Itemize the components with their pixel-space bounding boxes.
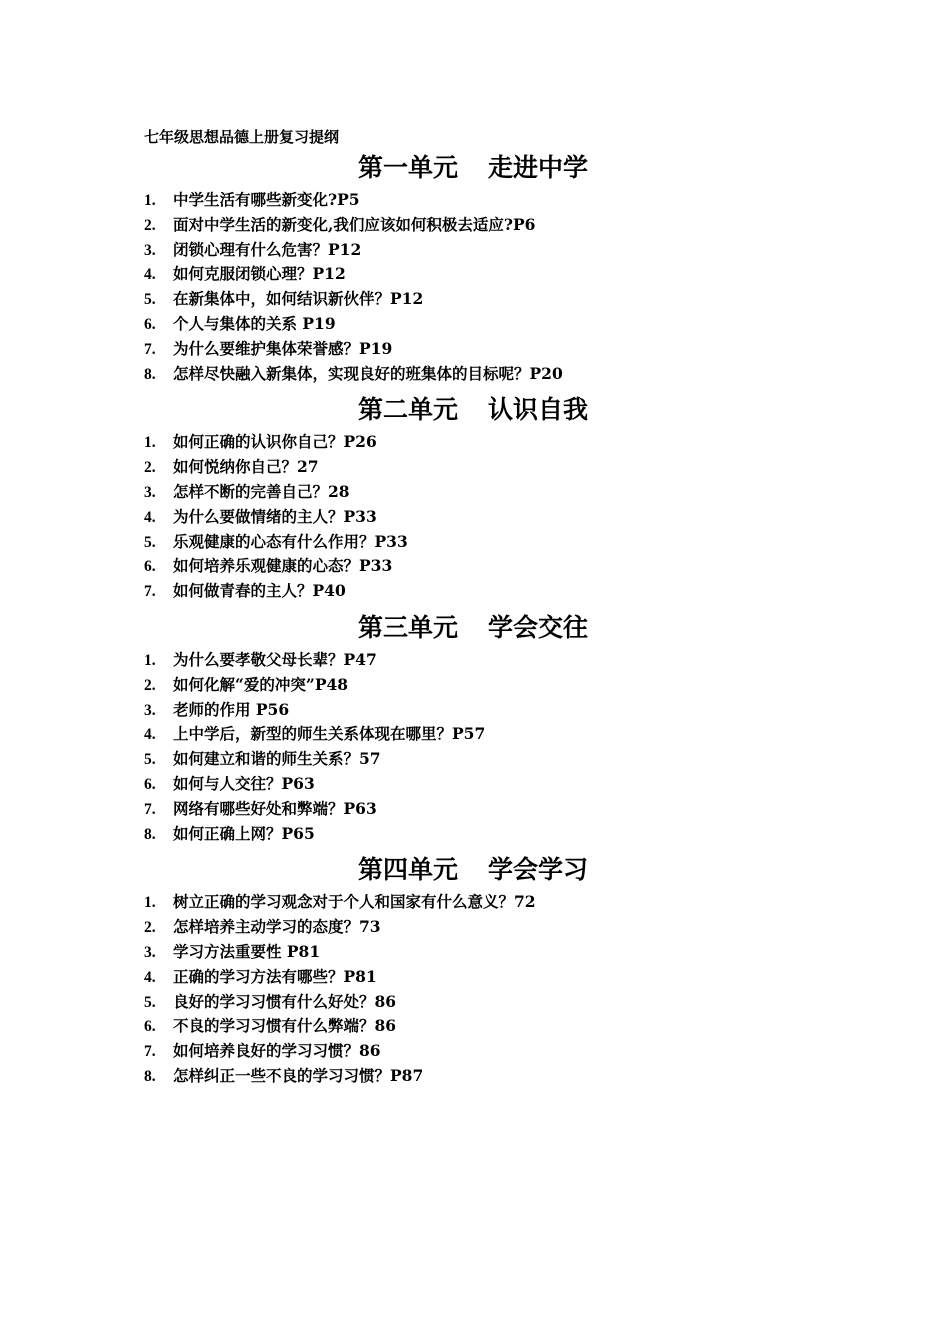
unit-name: 走进中学 [488,153,589,182]
question-text: 怎样尽快融入新集体，实现良好的班集体的目标呢？P20 [173,363,563,383]
question-number: 6. [144,315,156,333]
unit-name: 学会交往 [488,612,589,642]
question-list [144,430,804,604]
question-number: 3. [144,483,156,501]
question-number: 6. [144,775,156,793]
question-text: 怎样培养主动学习的态度？73 [173,917,381,937]
question-number: 5. [144,751,156,769]
question-number: 3. [144,943,156,961]
question-text: 良好的学习习惯有什么好处？86 [173,991,397,1011]
unit-heading [144,392,804,430]
question-number: 4. [144,726,156,744]
question-number: 5. [144,291,156,309]
question-text: 如何培养乐观健康的心态？P33 [173,556,393,576]
list-item [144,698,804,723]
document-page [144,126,804,1095]
question-text: 中学生活有哪些新变化?P5 [173,190,360,209]
question-number: 6. [144,1018,156,1036]
question-number: 4. [144,968,156,986]
list-item [144,648,804,673]
unit-name: 学会学习 [488,855,589,885]
list-item [144,915,804,940]
list-item [144,530,804,555]
question-text: 学习方法重要性 P81 [173,941,321,961]
question-number: 6. [144,558,156,576]
question-number: 4. [144,508,156,526]
question-number: 1. [144,651,156,669]
question-number: 3. [144,701,156,719]
list-item [144,312,804,337]
list-item [144,940,804,965]
question-text: 如何做青春的主人？P40 [173,581,346,601]
question-text: 乐观健康的心态有什么作用？P33 [173,531,408,551]
list-item [144,772,804,797]
question-text: 老师的作用 P56 [173,699,290,719]
unit-number: 第一单元 [358,153,459,182]
list-item [144,990,804,1015]
list-item [144,1014,804,1039]
list-item [144,1039,804,1064]
question-number: 2. [144,459,156,477]
question-number: 8. [144,825,156,843]
list-item [144,505,804,530]
question-text: 怎样不断的完善自己？28 [173,481,350,501]
list-item [144,213,804,238]
list-item [144,579,804,604]
question-number: 8. [144,1067,156,1085]
question-text: 树立正确的学习观念对于个人和国家有什么意义？72 [173,892,536,912]
unit-name: 认识自我 [488,395,589,425]
question-text: 如何培养良好的学习习惯？86 [173,1041,381,1061]
list-item [144,554,804,579]
list-item [144,430,804,455]
question-text: 不良的学习习惯有什么弊端？86 [173,1016,397,1036]
list-item [144,747,804,772]
question-list [144,890,804,1088]
question-text: 为什么要孝敬父母长辈？P47 [173,649,377,669]
question-number: 3. [144,241,156,259]
list-item [144,362,804,387]
question-text: 个人与集体的关系 P19 [173,313,336,333]
question-text: 网络有哪些好处和弊端？P63 [173,798,377,818]
question-text: 如何建立和谐的师生关系？57 [173,749,381,769]
unit-heading [144,150,804,188]
question-number: 4. [144,266,156,284]
list-item [144,890,804,915]
question-number: 2. [144,676,156,694]
list-item [144,1064,804,1089]
list-item [144,673,804,698]
list-item [144,722,804,747]
question-list [144,648,804,846]
question-text: 正确的学习方法有哪些？P81 [173,966,377,986]
question-text: 如何克服闭锁心理？P12 [173,264,346,284]
unit-number: 第三单元 [358,612,459,642]
document-title: 七年级思想品德上册复习提纲 [144,128,340,146]
question-number: 2. [144,216,156,234]
question-number: 8. [144,365,156,383]
question-text: 如何与人交往？P63 [173,773,315,793]
list-item [144,262,804,287]
question-number: 1. [144,434,156,452]
question-number: 7. [144,1043,156,1061]
list-item [144,188,804,213]
unit-heading [144,852,804,890]
list-item [144,337,804,362]
question-text: 在新集体中，如何结识新伙伴？P12 [173,289,424,309]
question-number: 7. [144,340,156,358]
question-text: 为什么要维护集体荣誉感？P19 [173,338,393,358]
question-text: 如何正确上网？P65 [173,823,315,843]
list-item [144,797,804,822]
list-item [144,455,804,480]
question-number: 7. [144,800,156,818]
question-text: 如何正确的认识你自己？P26 [173,432,377,452]
unit-section-1 [144,150,804,386]
question-number: 1. [144,894,156,912]
question-text: 怎样纠正一些不良的学习习惯？P87 [173,1065,424,1085]
question-text: 如何悦纳你自己？27 [173,457,319,477]
question-list [144,188,804,386]
list-item [144,238,804,263]
unit-section-3 [144,610,804,846]
question-text: 闭锁心理有什么危害？P12 [173,239,362,259]
unit-number: 第二单元 [358,395,459,425]
question-number: 5. [144,993,156,1011]
list-item [144,822,804,847]
question-number: 5. [144,533,156,551]
question-number: 7. [144,583,156,601]
question-text: 如何化解“爱的冲突”P48 [173,674,349,694]
question-text: 上中学后，新型的师生关系体现在哪里？P57 [173,724,486,744]
unit-number: 第四单元 [358,855,459,885]
question-text: 面对中学生活的新变化,我们应该如何积极去适应?P6 [173,214,536,234]
unit-heading [144,610,804,648]
question-number: 1. [144,192,156,209]
list-item [144,965,804,990]
question-number: 2. [144,919,156,937]
question-text: 为什么要做情绪的主人？P33 [173,506,377,526]
list-item [144,287,804,312]
list-item [144,480,804,505]
unit-section-4 [144,852,804,1088]
unit-section-2 [144,392,804,604]
